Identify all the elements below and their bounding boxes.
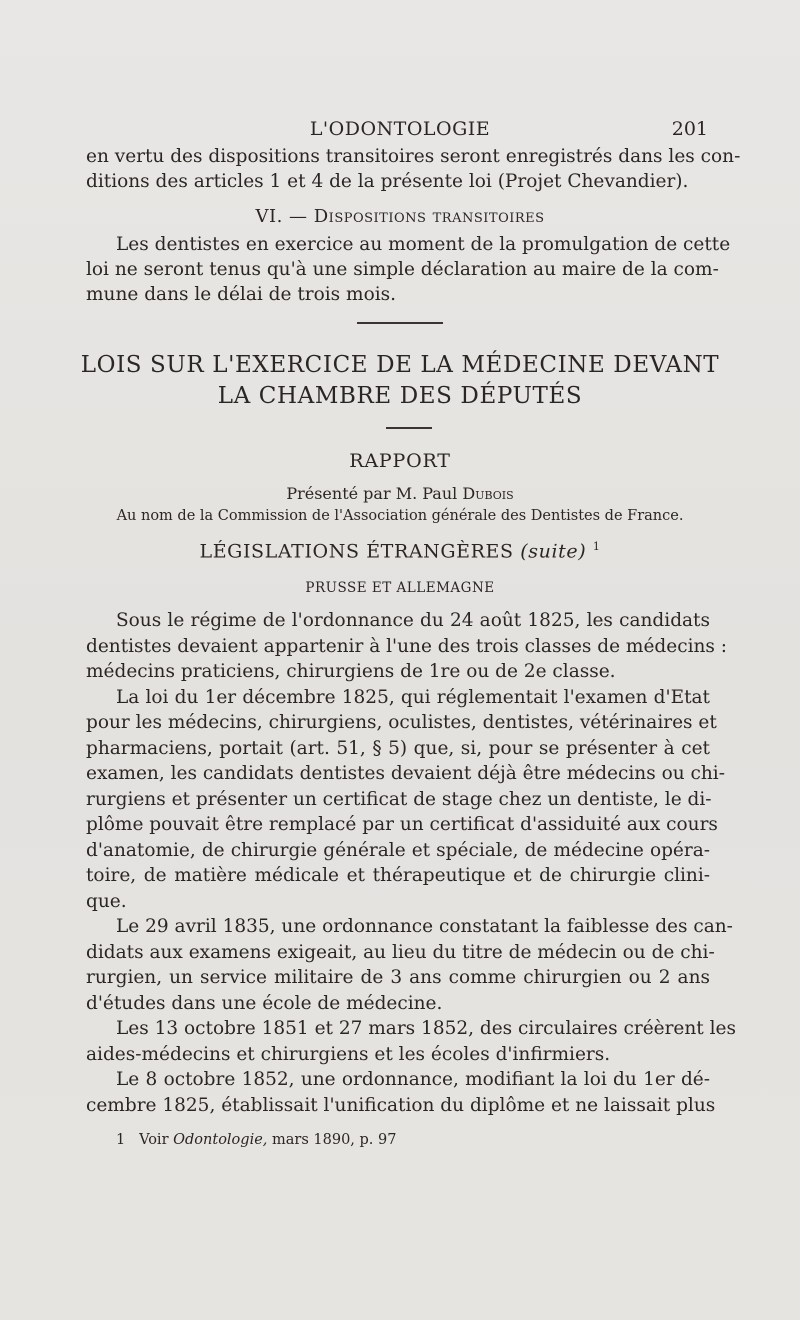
running-header (0, 118, 800, 144)
body-line: médecins praticiens, chirurgiens de 1re ou de 2e classe. (86, 661, 616, 682)
body-line: cembre 1825, établissait l'unification du diplôme et ne laissait plus (86, 1094, 716, 1116)
section-title: Dispositions transitoires (313, 206, 545, 227)
intro-paragraph (86, 144, 741, 194)
body-line: Les 13 octobre 1851 et 27 mars 1852, des circulaires créèrent les (116, 1018, 736, 1039)
footnote-ref: 1 (592, 540, 601, 553)
running-title: L'ODONTOLOGIE (309, 118, 491, 140)
body-line: Le 8 octobre 1852, une ordonnance, modifiant la loi du 1er dé- (116, 1069, 710, 1090)
body-line: La loi du 1er décembre 1825, qui réglementait l'examen d'Etat (116, 686, 710, 708)
on-behalf-line: Au nom de la Commission de l'Association générale des Dentistes de France. (116, 508, 684, 524)
divider-rule-short (386, 427, 432, 429)
body-line: aides-médecins et chirurgiens et les écoles d'infirmiers. (86, 1043, 611, 1065)
footnote-number: 1 (116, 1132, 126, 1148)
section-vi-paragraph (86, 232, 731, 307)
body-line: toire, de matière médicale et thérapeutique et de chirurgie clini- (86, 865, 710, 886)
section-vi-line: loi ne seront tenus qu'à une simple déclaration au maire de la com- (86, 259, 719, 280)
intro-line: en vertu des dispositions transitoires seront enregistrés dans les con- (86, 146, 741, 167)
main-title (0, 350, 800, 412)
presented-by-prefix: Présenté par M. Paul (286, 484, 458, 503)
subsection-title: PRUSSE ET ALLEMAGNE (305, 580, 495, 596)
presented-by (0, 484, 800, 503)
footnote (116, 1132, 396, 1148)
legislations-title: LÉGISLATIONS ÉTRANGÈRES (199, 540, 514, 563)
body-line: examen, les candidats dentistes devaient déjà être médecins ou chi- (86, 763, 725, 784)
body-line: Sous le régime de l'ordonnance du 24 août 1825, les candidats (116, 610, 710, 631)
body-line: d'études dans une école de médecine. (86, 992, 443, 1014)
body-text (86, 608, 736, 1118)
footnote-rest: mars 1890, p. 97 (272, 1132, 397, 1148)
presenter-name: Dubois (462, 484, 514, 503)
body-line: didats aux examens exigeait, au lieu du titre de médecin ou de chi- (86, 941, 715, 963)
section-numeral: VI. — (255, 206, 308, 227)
intro-line: ditions des articles 1 et 4 de la présente loi (Projet Chevandier). (86, 171, 689, 192)
body-line: pour les médecins, chirurgiens, oculistes, dentistes, vétérinaires et (86, 712, 717, 733)
legislations-suite: (suite) (520, 540, 587, 563)
divider-rule (357, 322, 443, 324)
legislations-heading (0, 540, 800, 562)
body-line: pharmaciens, portait (art. 51, § 5) que, si, pour se présenter à cet (86, 737, 710, 759)
body-line: que. (86, 890, 127, 912)
main-title-line: LA CHAMBRE DES DÉPUTÉS (217, 383, 583, 409)
body-line: dentistes devaient appartenir à l'une des trois classes de médecins : (86, 635, 728, 657)
section-vi-line: Les dentistes en exercice au moment de la promulgation de cette (116, 234, 731, 255)
rapport-title: RAPPORT (349, 450, 451, 472)
section-vi-line: mune dans le délai de trois mois. (86, 284, 396, 305)
footnote-prefix: Voir (139, 1132, 169, 1148)
main-title-line: LOIS SUR L'EXERCICE DE LA MÉDECINE DEVANT (80, 352, 720, 378)
footnote-journal: Odontologie, (173, 1132, 268, 1148)
body-line: plôme pouvait être remplacé par un certificat d'assiduité aux cours (86, 814, 718, 835)
section-vi-heading (0, 206, 800, 227)
body-line: Le 29 avril 1835, une ordonnance constatant la faiblesse des can- (116, 916, 733, 937)
page-number: 201 (671, 118, 708, 140)
body-line: d'anatomie, de chirurgie générale et spéciale, de médecine opéra- (86, 839, 710, 861)
body-line: rurgiens et présenter un certificat de stage chez un dentiste, le di- (86, 788, 712, 810)
body-line: rurgien, un service militaire de 3 ans comme chirurgien ou 2 ans (86, 967, 710, 988)
